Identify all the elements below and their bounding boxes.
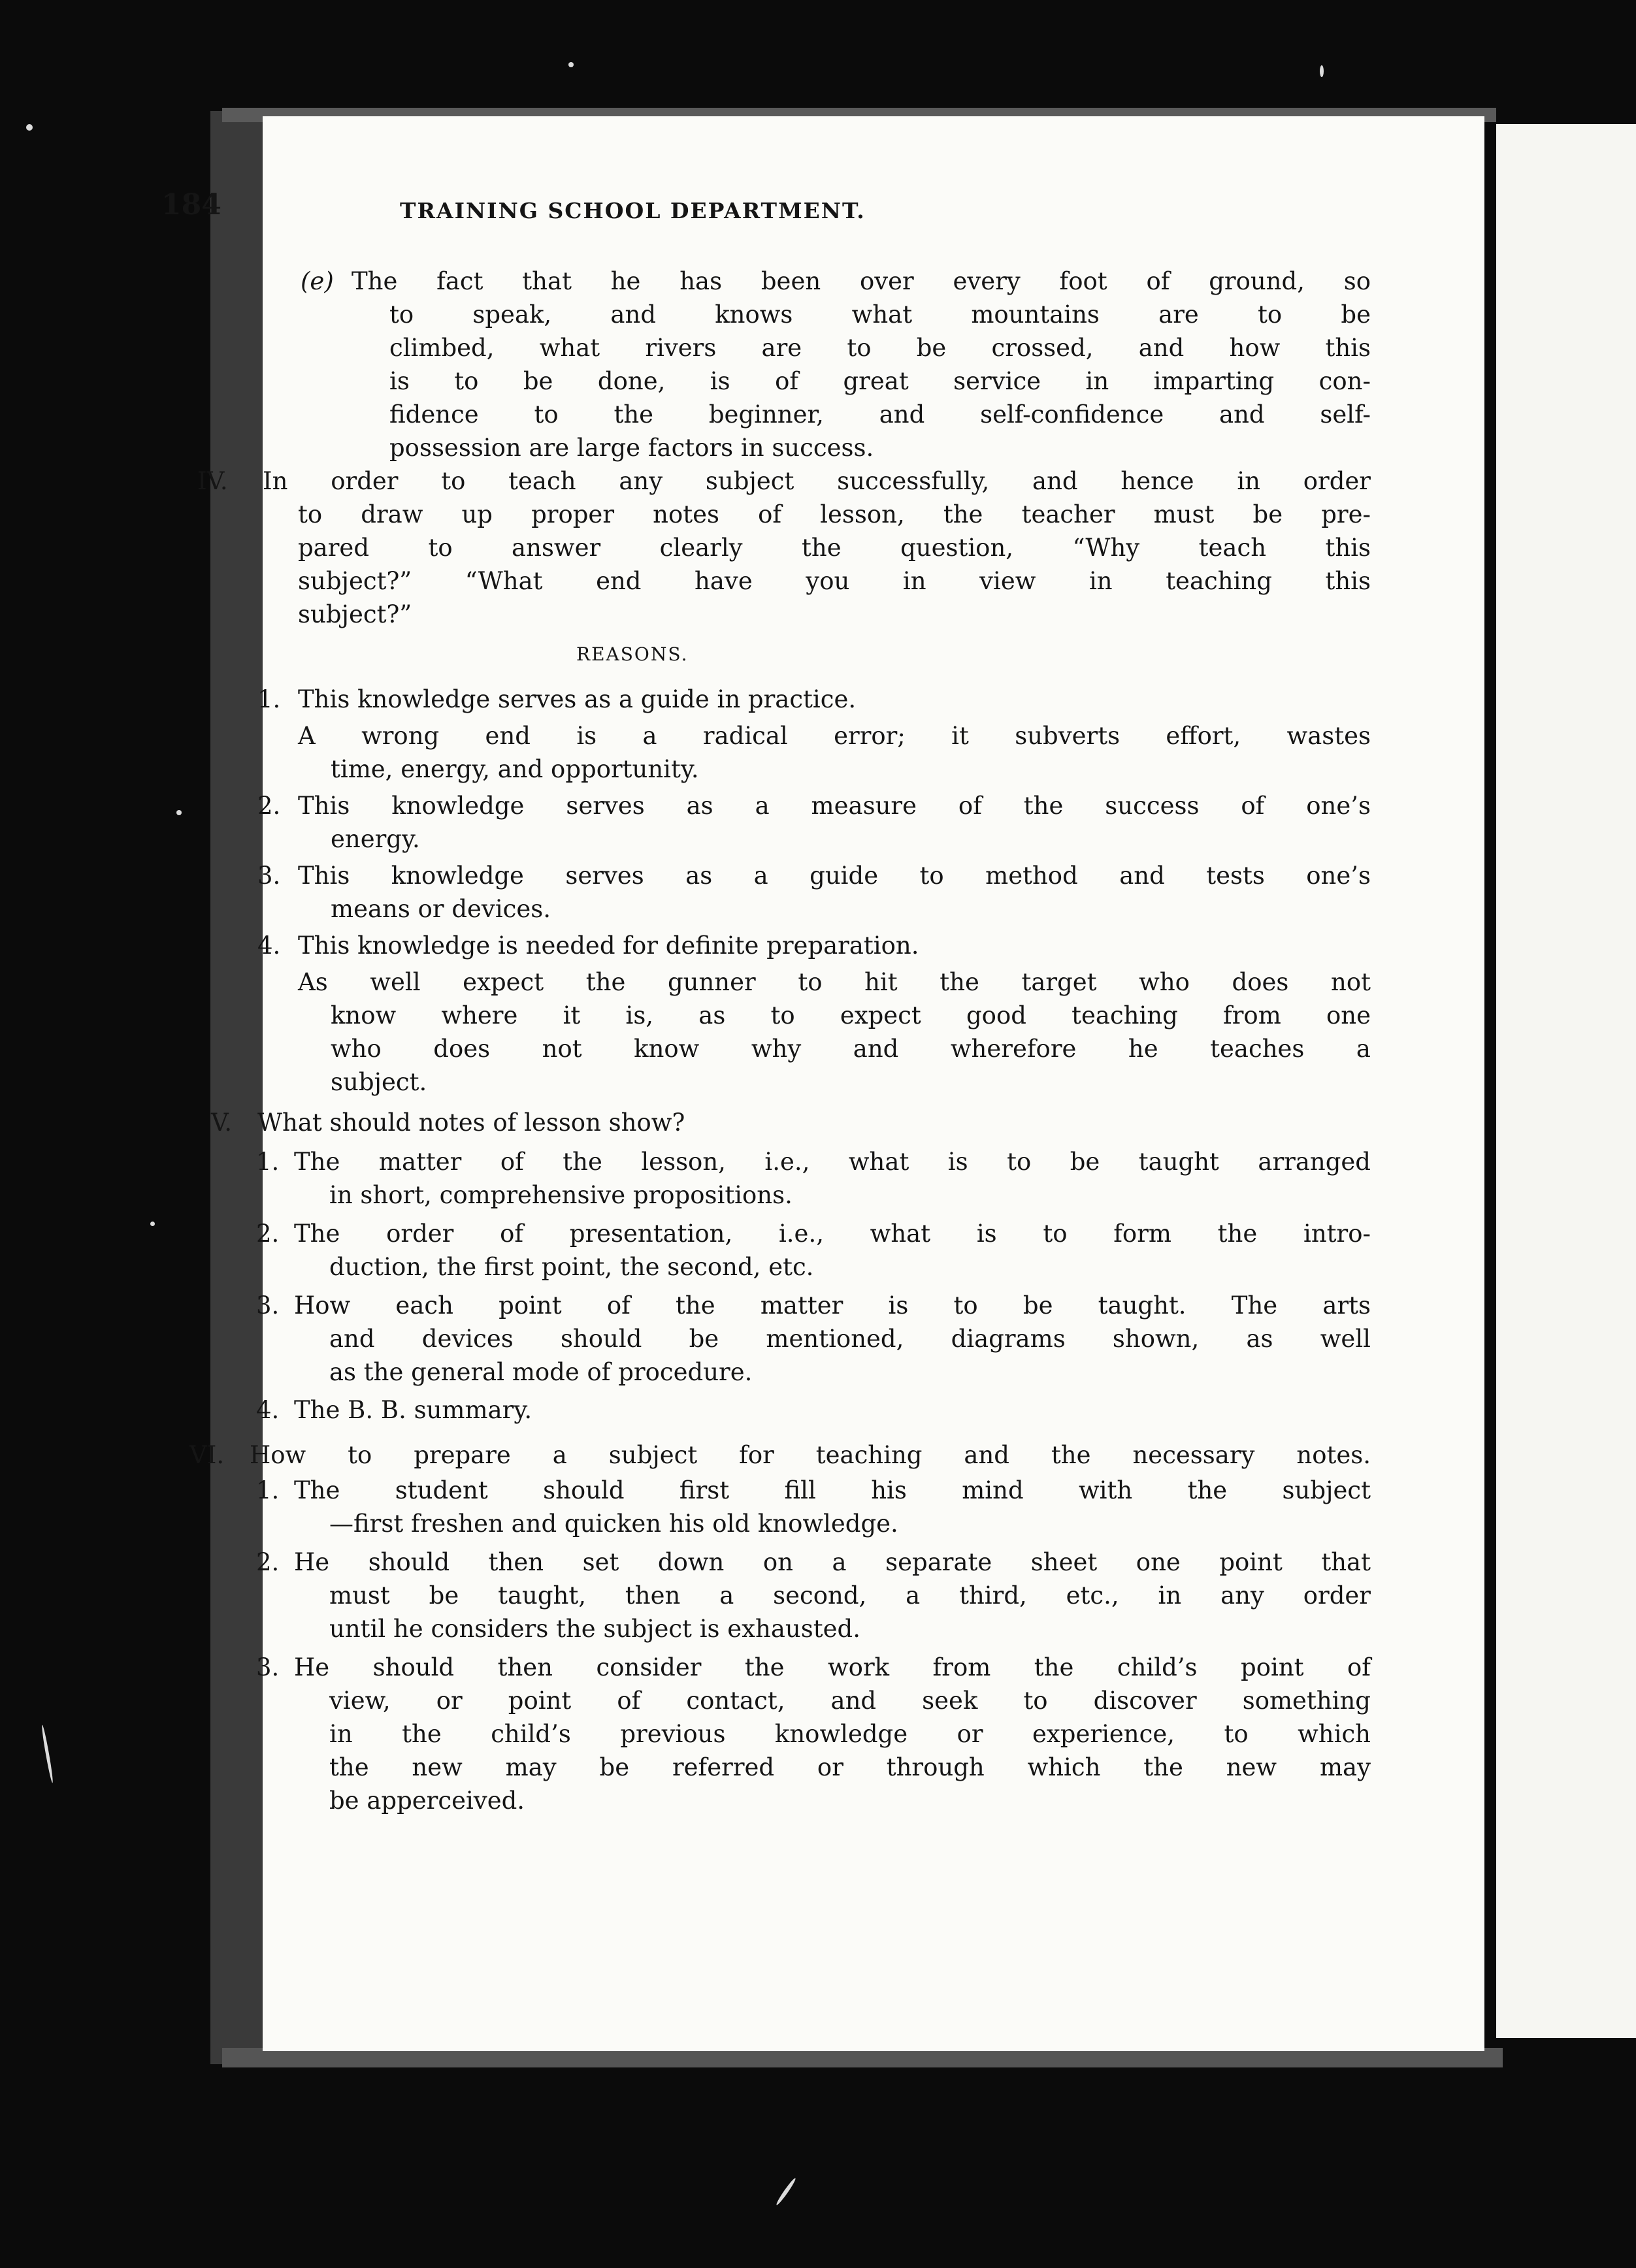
running-title: TRAINING SCHOOL DEPARTMENT. <box>400 198 866 223</box>
dust-speck <box>775 2177 797 2206</box>
text-line: to speak, and knows what mountains are to be <box>389 300 1371 329</box>
list-number: 3. <box>257 862 281 890</box>
text-line: duction, the first point, the second, etc. <box>329 1253 814 1281</box>
page-number: 184 <box>161 188 221 221</box>
list-number: 3. <box>256 1653 280 1681</box>
section-numeral: VI. <box>189 1441 225 1469</box>
text-line: possession are large factors in success. <box>389 434 874 462</box>
list-number: 4. <box>256 1396 280 1424</box>
text-line: fidence to the beginner, and self-confidence and self- <box>389 400 1371 429</box>
text-line: In order to teach any subject successfully, and hence in order <box>263 467 1371 495</box>
text-line: view, or point of contact, and seek to discover something <box>329 1687 1371 1715</box>
text-line: be apperceived. <box>329 1787 525 1815</box>
text-line: is to be done, is of great service in imparting con- <box>389 367 1371 395</box>
text-line: the new may be referred or through which the new may <box>329 1753 1371 1781</box>
text-line: —first freshen and quicken his old knowledge. <box>329 1510 898 1538</box>
dust-speck <box>1320 65 1324 77</box>
section-numeral: IV. <box>197 467 228 495</box>
text-line: subject?” <box>298 600 412 628</box>
text-line: and devices should be mentioned, diagrams shown, as well <box>329 1325 1371 1353</box>
list-number: 4. <box>257 932 281 960</box>
list-number: 1. <box>256 1148 280 1176</box>
text-line: to draw up proper notes of lesson, the teacher must be pre- <box>298 500 1371 528</box>
text-line: until he considers the subject is exhausted. <box>329 1615 860 1643</box>
text-line: in the child’s previous knowledge or experience, to which <box>329 1720 1371 1748</box>
text-line: The student should first fill his mind with the subject <box>294 1476 1371 1504</box>
text-line: subject. <box>331 1068 427 1096</box>
text-line: subject?” “What end have you in view in teaching this <box>298 567 1371 595</box>
text-line: This knowledge serves as a guide to method and tests one’s <box>298 862 1371 890</box>
text-line: means or devices. <box>331 895 551 923</box>
text-line: The B. B. summary. <box>294 1396 532 1424</box>
text-line: The order of presentation, i.e., what is to form the intro- <box>294 1220 1371 1248</box>
text-line: He should then consider the work from the child’s point of <box>294 1653 1371 1681</box>
list-number: 1. <box>257 685 281 713</box>
text-line: know where it is, as to expect good teaching from one <box>331 1001 1371 1029</box>
text-line: This knowledge is needed for definite preparation. <box>298 932 919 960</box>
text-line: How each point of the matter is to be taught. The arts <box>294 1291 1371 1320</box>
list-number: 2. <box>256 1548 280 1576</box>
text-line: A wrong end is a radical error; it subverts effort, wastes <box>298 722 1371 750</box>
reasons-heading: REASONS. <box>576 643 689 665</box>
text-line: This knowledge serves as a measure of the success of one’s <box>298 792 1371 820</box>
text-line: time, energy, and opportunity. <box>331 755 699 783</box>
facing-page-edge <box>1496 124 1636 2038</box>
text-line: As well expect the gunner to hit the target who does not <box>298 968 1371 996</box>
text-line: climbed, what rivers are to be crossed, and how this <box>389 334 1371 362</box>
text-line: This knowledge serves as a guide in practice. <box>298 685 857 713</box>
item-label: (e) <box>301 267 334 295</box>
text-line: The matter of the lesson, i.e., what is to be taught arranged <box>294 1148 1371 1176</box>
list-number: 2. <box>256 1220 280 1248</box>
section-heading: What should notes of lesson show? <box>257 1109 685 1137</box>
section-heading: How to prepare a subject for teaching and the necessary notes. <box>250 1441 1371 1469</box>
text-line: The fact that he has been over every foot of ground, so <box>352 267 1371 295</box>
text-line: pared to answer clearly the question, “Why teach this <box>298 534 1371 562</box>
text-line: must be taught, then a second, a third, etc., in any order <box>329 1581 1371 1610</box>
section-numeral: V. <box>211 1109 233 1137</box>
text-line: who does not know why and wherefore he teaches a <box>331 1035 1371 1063</box>
list-number: 2. <box>257 792 281 820</box>
text-line: He should then set down on a separate sheet one point that <box>294 1548 1371 1576</box>
text-line: as the general mode of procedure. <box>329 1358 753 1386</box>
list-number: 3. <box>256 1291 280 1320</box>
list-number: 1. <box>256 1476 280 1504</box>
text-line: in short, comprehensive propositions. <box>329 1181 793 1209</box>
text-line: energy. <box>331 825 420 853</box>
